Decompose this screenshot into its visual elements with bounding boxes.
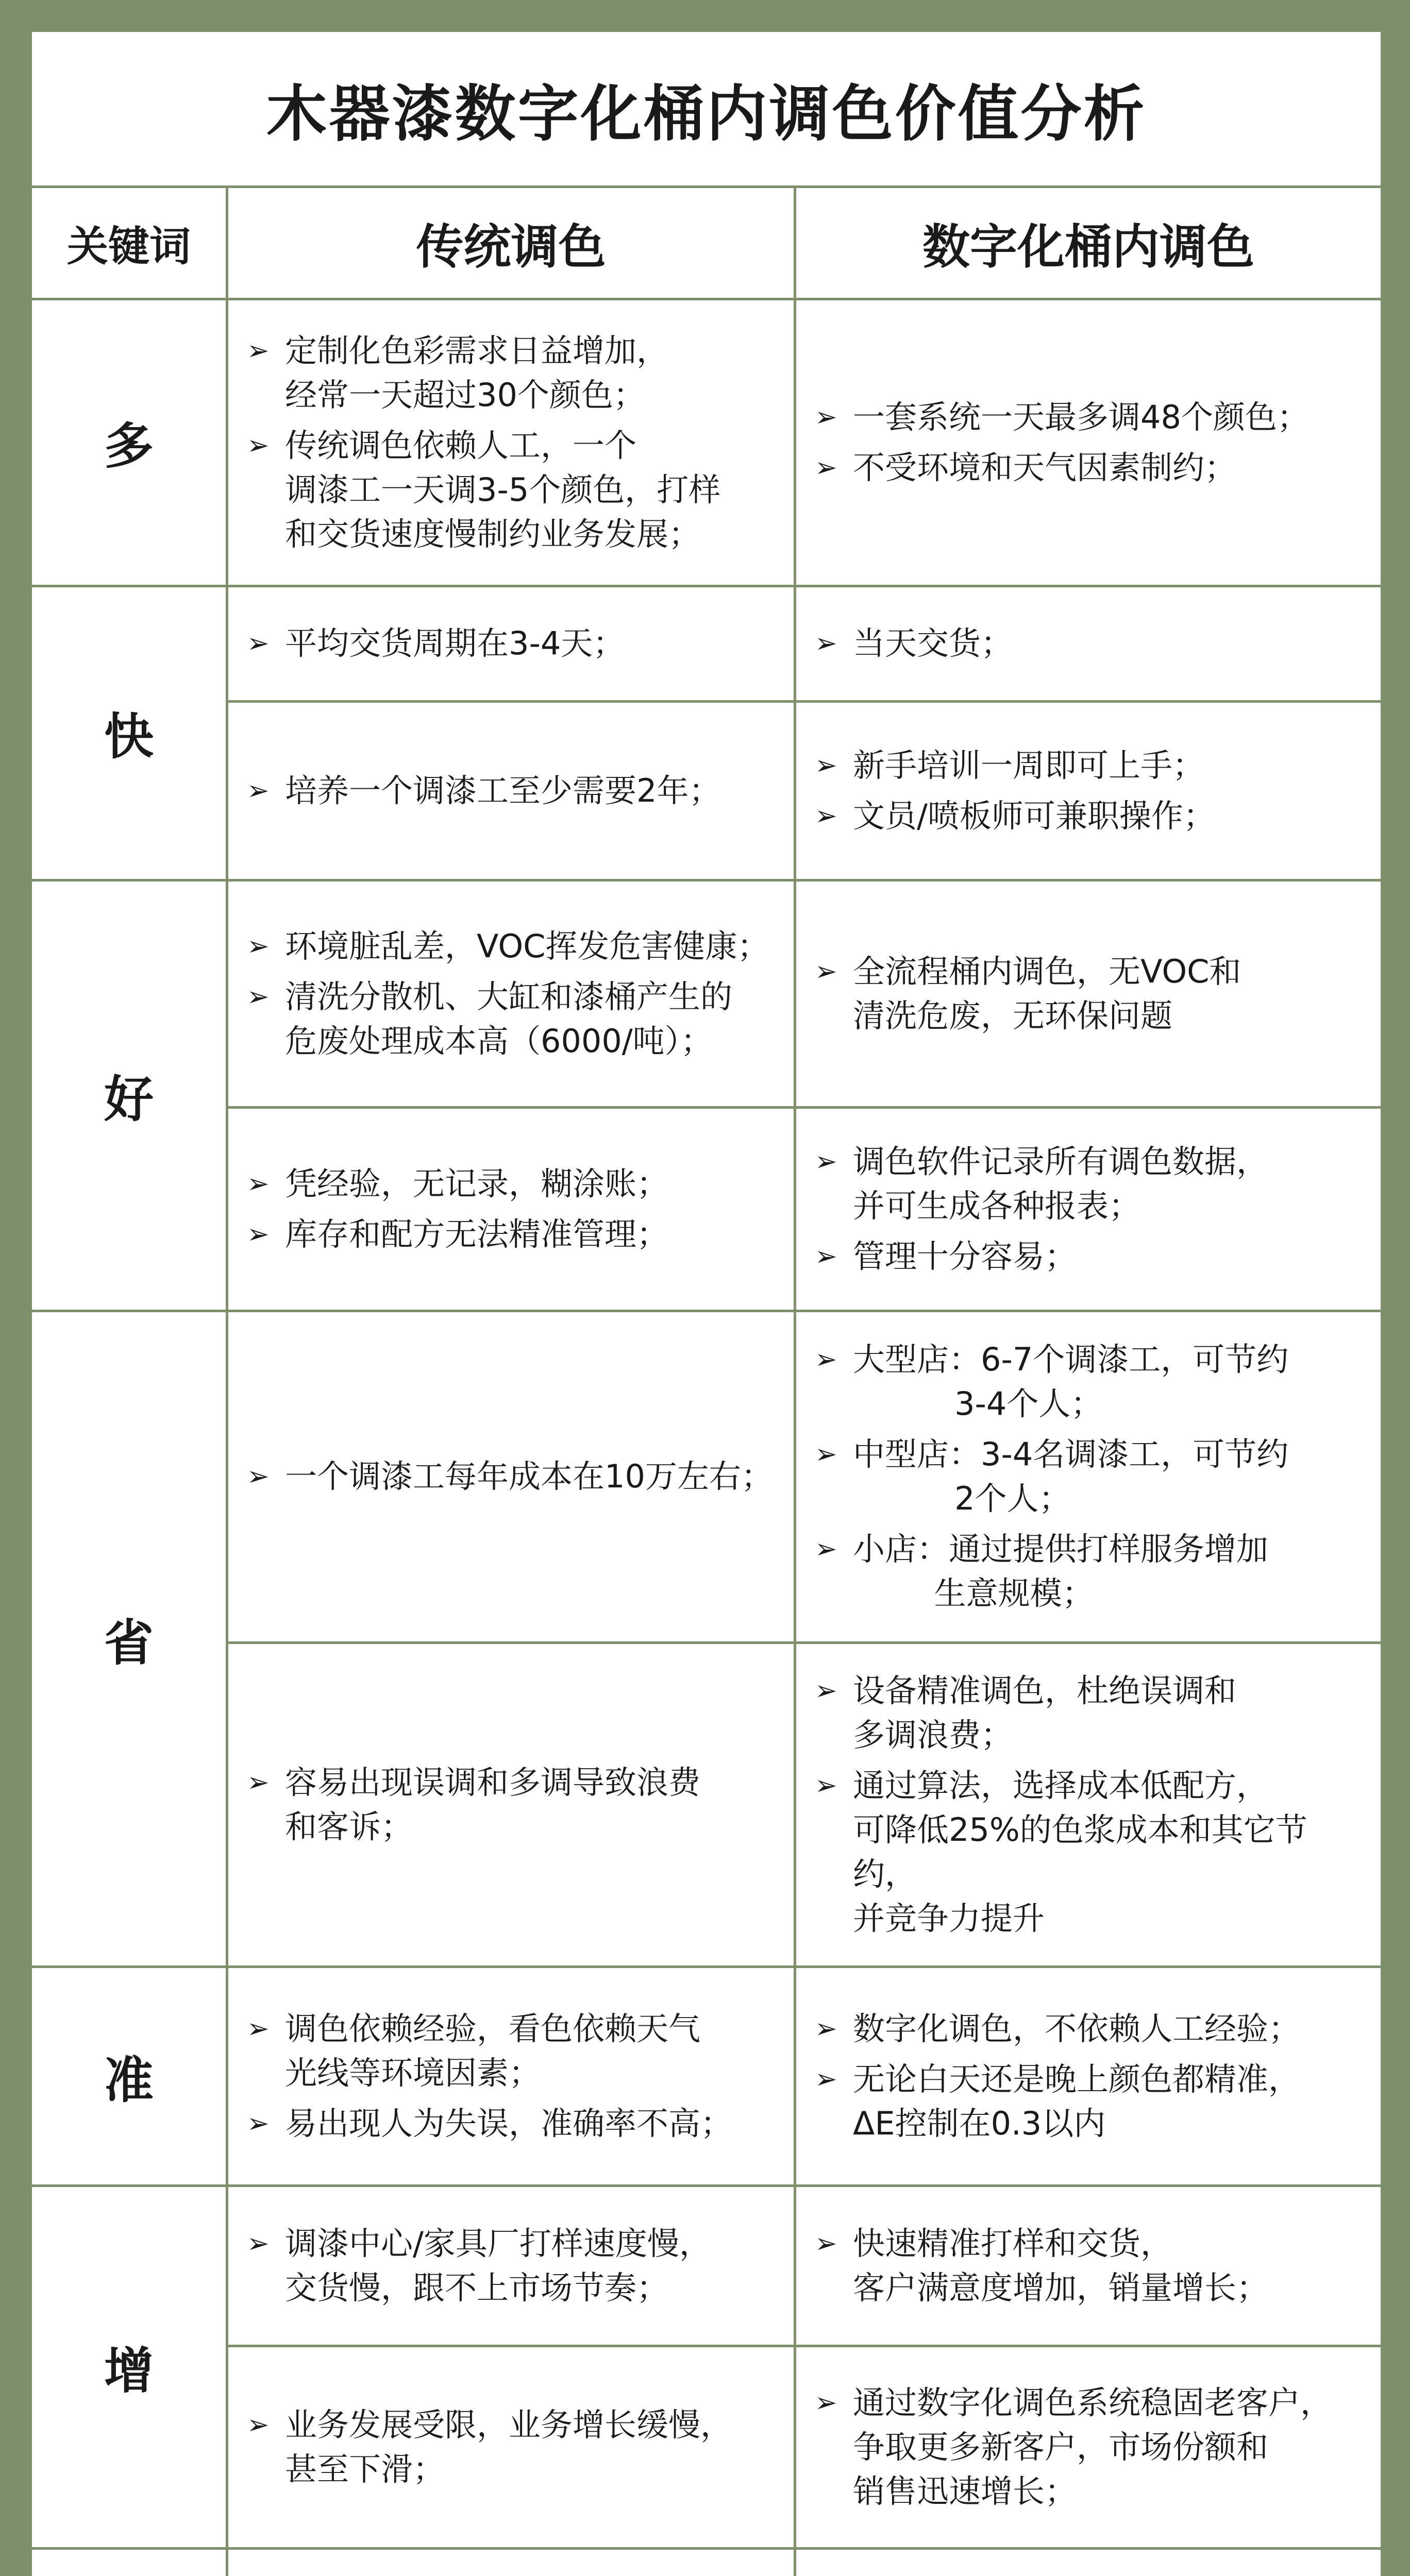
arrow-bullet-icon: ➢ — [815, 1534, 837, 1565]
list-item — [812, 446, 1362, 490]
arrow-bullet-icon: ➢ — [815, 1770, 837, 1801]
arrow-bullet-icon: ➢ — [247, 1461, 270, 1493]
digital-cell — [795, 2186, 1382, 2346]
arrow-bullet-icon: ➢ — [815, 956, 837, 988]
arrow-bullet-icon: ➢ — [815, 1146, 837, 1178]
arrow-bullet-icon: ➢ — [815, 2013, 837, 2045]
keyword-cell — [31, 2548, 227, 2576]
header-traditional: 传统调色 — [227, 187, 795, 299]
list-item — [812, 1140, 1362, 1228]
arrow-bullet-icon: ➢ — [247, 1168, 270, 1200]
digital-cell — [795, 880, 1382, 1108]
list-item-text: 凭经验，无记录，糊涂账； — [285, 1165, 669, 1203]
list-item-text: 无论白天还是晚上颜色都精准， ΔE控制在0.3以内 — [853, 2060, 1301, 2143]
digital-list — [812, 950, 1362, 1038]
digital-list — [812, 2007, 1362, 2146]
digital-list — [812, 1140, 1362, 1279]
list-item — [812, 743, 1362, 788]
table-row — [31, 299, 1382, 586]
arrow-bullet-icon: ➢ — [247, 1767, 270, 1798]
digital-cell — [795, 1642, 1382, 1967]
list-item-text: 培养一个调漆工至少需要2年； — [285, 772, 721, 810]
table-row — [31, 2346, 1382, 2548]
list-item-text: 不受环境和天气因素制约； — [853, 448, 1237, 486]
list-item — [812, 395, 1362, 439]
arrow-bullet-icon: ➢ — [815, 1241, 837, 1273]
arrow-bullet-icon: ➢ — [247, 628, 270, 659]
list-item-text: 调色依赖经验，看色依赖天气 光线等环境因素； — [285, 2010, 701, 2092]
list-item-text: 平均交货周期在3-4天； — [285, 624, 625, 663]
list-item — [812, 2222, 1362, 2310]
traditional-cell — [227, 1642, 795, 1967]
digital-cell — [795, 1967, 1382, 2186]
arrow-bullet-icon: ➢ — [815, 2228, 837, 2260]
keyword-cell: 准 — [31, 1967, 227, 2186]
table-row — [31, 1311, 1382, 1643]
digital-cell — [795, 299, 1382, 586]
list-item-text: 快速精准打样和交货， 客户满意度增加，销量增长； — [853, 2225, 1269, 2307]
list-item — [812, 1527, 1362, 1616]
arrow-bullet-icon: ➢ — [815, 2064, 837, 2095]
traditional-cell — [227, 2548, 795, 2576]
list-item-text: 定制化色彩需求日益增加， 经常一天超过30个颜色； — [285, 331, 669, 414]
digital-list — [812, 2381, 1362, 2514]
traditional-list — [244, 924, 775, 1063]
arrow-bullet-icon: ➢ — [247, 2228, 270, 2260]
list-item — [812, 1234, 1362, 1279]
list-item — [812, 1432, 1362, 1521]
arrow-bullet-icon: ➢ — [815, 1439, 837, 1470]
traditional-list — [244, 2222, 775, 2310]
arrow-bullet-icon: ➢ — [815, 401, 837, 433]
traditional-cell — [227, 1967, 795, 2186]
list-item — [812, 1669, 1362, 1757]
list-item — [244, 2102, 775, 2146]
list-item-text: 管理十分容易； — [853, 1238, 1077, 1276]
list-item-text: 调色软件记录所有调色数据， 并可生成各种报表； — [853, 1143, 1269, 1225]
title-row — [31, 31, 1382, 187]
list-item-text: 清洗分散机、大缸和漆桶产生的 危废处理成本高（6000/吨）； — [285, 978, 733, 1060]
comparison-frame — [29, 29, 1381, 2576]
table-row — [31, 2186, 1382, 2346]
traditional-list — [244, 1454, 775, 1499]
arrow-bullet-icon: ➢ — [247, 931, 270, 962]
list-item — [244, 329, 775, 417]
digital-list — [812, 2222, 1362, 2310]
list-item — [812, 2007, 1362, 2051]
comparison-table — [29, 29, 1383, 2576]
list-item-text: 容易出现误调和多调导致浪费 和客诉； — [285, 1763, 701, 1845]
traditional-cell — [227, 880, 795, 1108]
list-item-text: 当天交货； — [853, 624, 1013, 663]
list-item-text: 环境脏乱差，VOC挥发危害健康； — [285, 927, 769, 965]
digital-list — [812, 743, 1362, 838]
table-row — [31, 1642, 1382, 1967]
list-item-text: 中型店：3-4名调漆工，可节约 2个人； — [853, 1435, 1289, 1518]
digital-list — [812, 1669, 1362, 1941]
digital-cell — [795, 2346, 1382, 2548]
list-item-text: 数字化调色，不依赖人工经验； — [853, 2010, 1301, 2048]
list-item-text: 小店：通过提供打样服务增加 生意规模； — [853, 1530, 1269, 1613]
keyword-cell: 增 — [31, 2186, 227, 2549]
list-item — [812, 794, 1362, 838]
traditional-cell — [227, 702, 795, 880]
arrow-bullet-icon: ➢ — [247, 2108, 270, 2140]
page-title: 木器漆数字化桶内调色价值分析 — [31, 31, 1382, 187]
arrow-bullet-icon: ➢ — [247, 981, 270, 1013]
arrow-bullet-icon: ➢ — [247, 775, 270, 807]
list-item-text: 全流程桶内调色，无VOC和 清洗危废，无环保问题 — [853, 953, 1241, 1035]
list-item — [244, 1454, 775, 1499]
list-item-text: 新手培训一周即可上手； — [853, 747, 1205, 785]
keyword-cell: 好 — [31, 880, 227, 1311]
table-row — [31, 586, 1382, 702]
arrow-bullet-icon: ➢ — [815, 1675, 837, 1706]
list-item — [812, 2057, 1362, 2146]
traditional-cell — [227, 1108, 795, 1311]
list-item — [812, 1764, 1362, 1941]
arrow-bullet-icon: ➢ — [815, 628, 837, 659]
digital-cell — [795, 702, 1382, 880]
table-row — [31, 702, 1382, 880]
keyword-cell: 省 — [31, 1311, 227, 1967]
list-item — [244, 1162, 775, 1206]
digital-cell — [795, 2548, 1382, 2576]
list-item — [812, 1337, 1362, 1426]
traditional-list — [244, 2403, 775, 2492]
list-item-text: 一个调漆工每年成本在10万左右； — [285, 1458, 773, 1496]
list-item — [244, 423, 775, 556]
list-item — [244, 2222, 775, 2310]
traditional-cell — [227, 2186, 795, 2346]
header-keyword: 关键词 — [31, 187, 227, 299]
list-item-text: 设备精准调色，杜绝误调和 多调浪费； — [853, 1671, 1237, 1754]
traditional-list — [244, 769, 775, 813]
digital-list — [812, 395, 1362, 490]
digital-cell — [795, 586, 1382, 702]
list-item — [244, 769, 775, 813]
list-item-text: 通过数字化调色系统稳固老客户， 争取更多新客户，市场份额和 销售迅速增长； — [853, 2383, 1333, 2510]
list-item — [244, 1212, 775, 1257]
arrow-bullet-icon: ➢ — [247, 430, 270, 461]
list-item — [244, 2403, 775, 2492]
traditional-cell — [227, 299, 795, 586]
list-item — [812, 621, 1362, 666]
traditional-list — [244, 2007, 775, 2146]
header-row — [31, 187, 1382, 299]
arrow-bullet-icon: ➢ — [247, 2409, 270, 2441]
header-digital: 数字化桶内调色 — [795, 187, 1382, 299]
list-item-text: 文员/喷板师可兼职操作； — [853, 797, 1215, 835]
list-item-text: 调漆中心/家具厂打样速度慢， 交货慢，跟不上市场节奏； — [285, 2225, 711, 2307]
digital-list — [812, 621, 1362, 666]
arrow-bullet-icon: ➢ — [815, 2387, 837, 2418]
table-row — [31, 880, 1382, 1108]
list-item — [244, 2007, 775, 2095]
list-item — [812, 950, 1362, 1038]
list-item — [812, 2381, 1362, 2514]
table-row — [31, 1967, 1382, 2186]
traditional-list — [244, 621, 775, 666]
list-item-text: 业务发展受限，业务增长缓慢， 甚至下滑； — [285, 2405, 733, 2488]
traditional-cell — [227, 1311, 795, 1643]
traditional-list — [244, 329, 775, 556]
table-row — [31, 1108, 1382, 1311]
arrow-bullet-icon: ➢ — [815, 1344, 837, 1376]
arrow-bullet-icon: ➢ — [815, 801, 837, 832]
traditional-list — [244, 1760, 775, 1849]
arrow-bullet-icon: ➢ — [247, 335, 270, 366]
list-item — [244, 924, 775, 969]
keyword-cell: 多 — [31, 299, 227, 586]
keyword-cell: 快 — [31, 586, 227, 880]
list-item-text: 库存和配方无法精准管理； — [285, 1215, 669, 1253]
list-item-text: 易出现人为失误，准确率不高； — [285, 2105, 733, 2143]
traditional-cell — [227, 586, 795, 702]
list-item-text: 传统调色依赖人工，一个 调漆工一天调3-5个颜色，打样 和交货速度慢制约业务发展； — [285, 426, 721, 553]
list-item-text: 一套系统一天最多调48个颜色； — [853, 398, 1309, 436]
digital-cell — [795, 1108, 1382, 1311]
list-item — [244, 621, 775, 666]
arrow-bullet-icon: ➢ — [815, 452, 837, 483]
traditional-cell — [227, 2346, 795, 2548]
table-row — [31, 2548, 1382, 2576]
digital-list — [812, 1337, 1362, 1616]
list-item — [244, 975, 775, 1063]
arrow-bullet-icon: ➢ — [815, 750, 837, 782]
list-item — [244, 1760, 775, 1849]
list-item-text: 大型店：6-7个调漆工，可节约 3-4个人； — [853, 1341, 1289, 1423]
traditional-list — [244, 1162, 775, 1257]
list-item-text: 通过算法，选择成本低配方， 可降低25%的色浆成本和其它节约， 并竞争力提升 — [853, 1766, 1307, 1937]
arrow-bullet-icon: ➢ — [247, 1219, 270, 1250]
digital-cell — [795, 1311, 1382, 1643]
arrow-bullet-icon: ➢ — [247, 2013, 270, 2045]
